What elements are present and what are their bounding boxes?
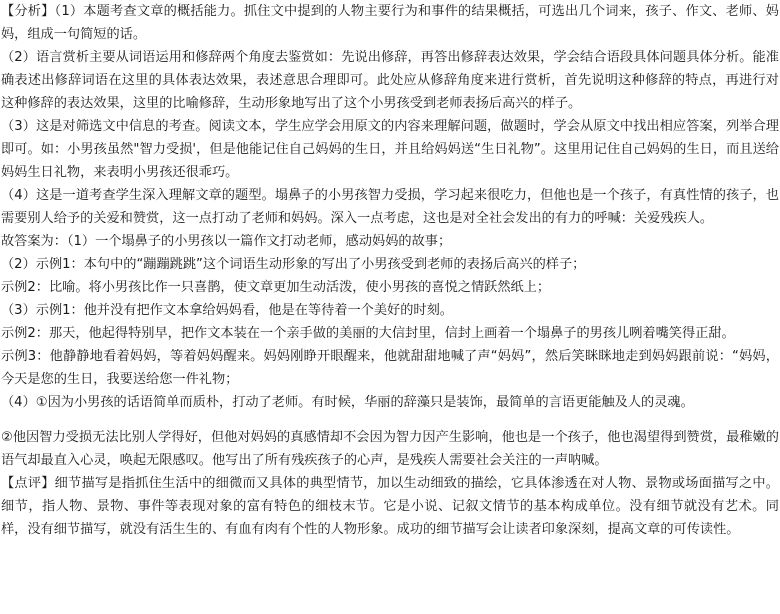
- answer-2-example-2: 示例2：比喻。将小男孩比作一只喜鹊，使文章更加生动活泼，使小男孩的喜悦之情跃然纸上；: [1, 280, 551, 295]
- analysis-paragraph-1: 【分析】（1）本题考查文章的概括能力。抓住文中提到的人物主要行为和事件的结果概括，可选出几个词来，孩子、作文、老师、妈妈，组成一句简短的话。: [1, 4, 779, 42]
- answer-3-example-1: （3）示例1：他并没有把作文本拿给妈妈看，他是在等待着一个美好的时刻。: [1, 303, 453, 318]
- commentary-paragraph: 【点评】细节描写是指抓住生活中的细微而又具体的典型情节，加以生动细致的描绘，它具体渗透在对人物、景物或场面描写之中。细节，指人物、景物、事件等表现对象的富有特色的细枝末节。它是小说、记叙文情节的基本构成单位。没有细节就没有艺术。同样，没有细节描写，就没有活生生的、有血有肉有个性的人物形象。成功的细节描写会让读者印象深刻，提高文章的可传读性。: [1, 476, 779, 537]
- analysis-paragraph-3: （3）这是对筛选文中信息的考查。阅读文本，学生应学会用原文的内容来理解问题，做题时，学会从原文中找出相应答案，列举合理即可。如：小男孩虽然"智力受损'，但是他能记住自己妈妈的生日，并且给妈妈送“生日礼物”。这里用记住自己妈妈的生日，而且送给妈妈生日礼物，来表明小男孩还很乖巧。: [1, 119, 779, 180]
- analysis-document: [1, 0, 779, 541]
- analysis-paragraph-2: （2）语言赏析主要从词语运用和修辞两个角度去鉴赏如：先说出修辞，再答出修辞表达效果，学会结合语段具体问题具体分析。能准确表述出修辞词语在这里的具体表达效果，表述意思合理即可。此处应从修辞角度来进行赏析，首先说明这种修辞的特点，再进行对这种修辞的表达效果，这里的比喻修辞，生动形象地写出了这个小男孩受到老师表扬后高兴的样子。: [1, 50, 779, 111]
- answer-3-example-3: 示例3：他静静地看着妈妈，等着妈妈醒来。妈妈刚睁开眼醒来，他就甜甜地喊了声“妈妈”，然后笑眯眯地走到妈妈跟前说：“妈妈，今天是您的生日，我要送给您一件礼物；: [1, 349, 779, 387]
- answer-3-example-2: 示例2：那天，他起得特别早，把作文本装在一个亲手做的美丽的大信封里，信封上画着一个塌鼻子的男孩儿咧着嘴笑得正甜。: [1, 326, 735, 341]
- answer-intro: 故答案为：（1）一个塌鼻子的小男孩以一篇作文打动老师，感动妈妈的故事；: [1, 234, 452, 249]
- analysis-paragraph-4: （4）这是一道考查学生深入理解文章的题型。塌鼻子的小男孩智力受损，学习起来很吃力，但他也是一个孩子，有真性情的孩子，也需要别人给予的关爱和赞赏，这一点打动了老师和妈妈。深入一点考虑，这也是对全社会发出的有力的呼喊：关爱残疾人。: [1, 188, 779, 226]
- answer-2-example-1: （2）示例1：本句中的“蹦蹦跳跳”这个词语生动形象的写出了小男孩受到老师的表扬后高兴的样子；: [1, 257, 586, 272]
- answer-4-point-2: ②他因智力受损无法比别人学得好，但他对妈妈的真感情却不会因为智力因产生影响，他也是一个孩子，他也渴望得到赞赏，最稚嫩的语气却最直入心灵，唤起无限感叹。他写出了所有残疾孩子的心声，是残疾人需要社会关注的一声呐喊。: [1, 430, 779, 468]
- paragraph-gap: [1, 414, 779, 426]
- answer-4-point-1: （4）①因为小男孩的话语简单而质朴，打动了老师。有时候，华丽的辞藻只是装饰，最简单的言语更能触及人的灵魂。: [1, 395, 694, 410]
